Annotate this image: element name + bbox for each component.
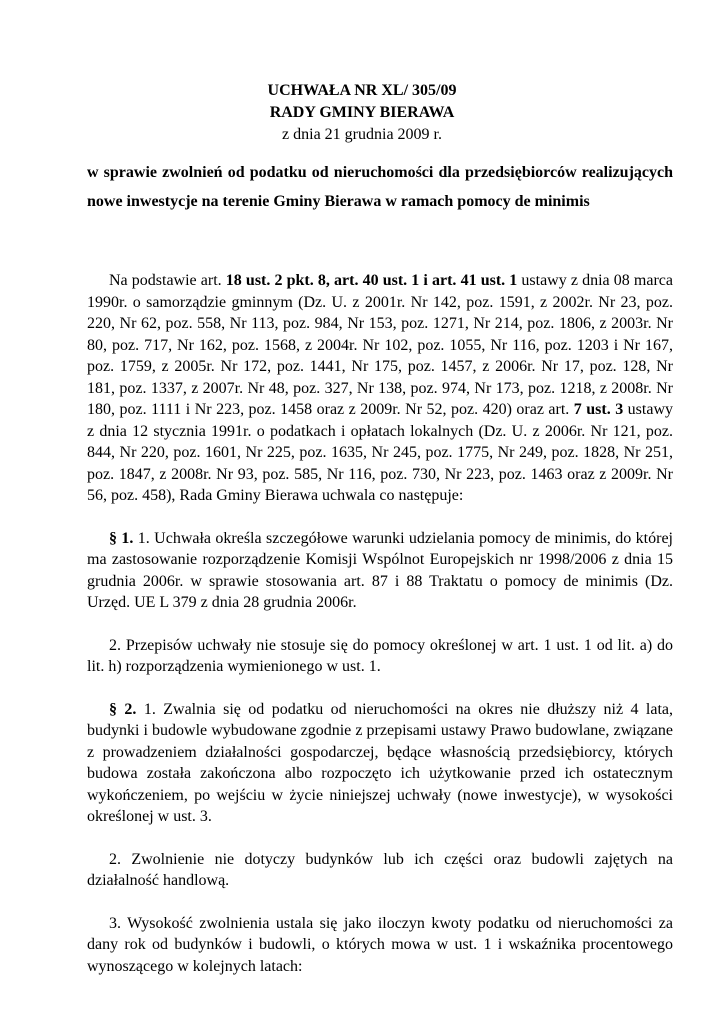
legal-basis-text-1: Na podstawie art.: [109, 272, 226, 289]
resolution-title: UCHWAŁA NR XL/ 305/09: [267, 82, 457, 99]
legal-basis-paragraph: [87, 270, 673, 507]
section-2-paragraph-3: 3. Wysokość zwolnienia ustala się jako iloczyn kwoty podatku od nieruchomości za dany rok od budynków i budowli, o których mowa w ust. 1 i wskaźnika procentowego wynoszącego w kolejnych latach:: [87, 914, 673, 975]
resolution-subject: w sprawie zwolnień od podatku od nieruchomości dla przedsiębiorców realizujących nowe inwestycje na terenie Gminy Bierawa w ramach pomocy de minimis: [87, 164, 673, 210]
section-2-paragraph-1: [87, 699, 673, 828]
section-1-mark: § 1.: [109, 529, 134, 547]
section-1-paragraph-1: [87, 528, 673, 614]
section-1-text-1: 1. Uchwała określa szczegółowe warunki udzielania pomocy de minimis, do której ma zastosowanie rozporządzenie Komisji Wspólnot Europejskich nr 1998/2006 z dnia 15 grudnia 2006r. w sprawie stosowania art. 87 i 88 Traktatu o pomocy de minimis (Dz. Urzęd. UE L 379 z dnia 28 grudnia 2006r.: [87, 529, 674, 611]
section-2-mark: § 2.: [109, 700, 137, 718]
resolution-header: [0, 80, 724, 146]
legal-basis-text-2: ustawy z dnia 08 marca 1990r. o samorządzie gminnym (Dz. U. z 2001r. Nr 142, poz. 1591, z 2002r. Nr 23, poz. 220, Nr 62, poz. 558, Nr 113, poz. 984, Nr 153, poz. 1271, Nr 214, poz. 1806, z 2003r. Nr 80, poz. 717, Nr 162, poz. 1568, z 2004r. Nr 102, poz. 1055, Nr 116, poz. 1203 i Nr 167, poz. 1759, z 2005r. Nr 172, poz. 1441, Nr 175, poz. 1457, z 2006r. Nr 17, poz. 128, Nr 181, poz. 1337, z 2007r. Nr 48, poz. 327, Nr 138, poz. 974, Nr 173, poz. 1218, z 2008r. Nr 180, poz. 1111 i Nr 223, poz. 1458 oraz z 2009r. Nr 52, poz. 420) oraz art.: [87, 272, 673, 418]
legal-basis-text-3: ustawy z dnia 12 stycznia 1991r. o podatkach i opłatach lokalnych (Dz. U. z 2006r. Nr 121, poz. 844, Nr 220, poz. 1601, Nr 225, poz. 1635, Nr 245, poz. 1775, Nr 249, poz. 1828, Nr 251, poz. 1847, z 2008r. Nr 93, poz. 585, Nr 116, poz. 730, Nr 223, poz. 1463 oraz z 2009r. Nr 56, poz. 458), Rada Gminy Bierawa uchwala co następuje:: [87, 401, 674, 504]
resolution-date: z dnia 21 grudnia 2009 r.: [282, 126, 442, 143]
legal-basis-bold-1: 18 ust. 2 pkt. 8, art. 40 ust. 1 i art. 41 ust. 1: [225, 272, 518, 289]
council-name: RADY GMINY BIERAWA: [269, 104, 455, 121]
document-body: [87, 270, 673, 977]
section-2-text-1: 1. Zwalnia się od podatku od nieruchomości na okres nie dłuższy niż 4 lata, budynki i budowle wybudowane zgodnie z przepisami ustawy Prawo budowlane, związane z prowadzeniem działalności gospodarczej, będące własnością przedsiębiorcy, których budowa została zakończona albo rozpoczęto ich użytkowanie przed ich ostatecznym wykończeniem, po wejściu w życie niniejszej uchwały (nowe inwestycje), w wysokości określonej w ust. 3.: [87, 700, 673, 825]
section-1-paragraph-2: 2. Przepisów uchwały nie stosuje się do pomocy określonej w art. 1 ust. 1 od lit. a) do lit. h) rozporządzenia wymienionego w ust. 1.: [87, 636, 673, 675]
section-2-paragraph-2: 2. Zwolnienie nie dotyczy budynków lub ich części oraz budowli zajętych na działalność handlową.: [87, 850, 673, 889]
legal-basis-bold-2: 7 ust. 3: [573, 401, 624, 418]
